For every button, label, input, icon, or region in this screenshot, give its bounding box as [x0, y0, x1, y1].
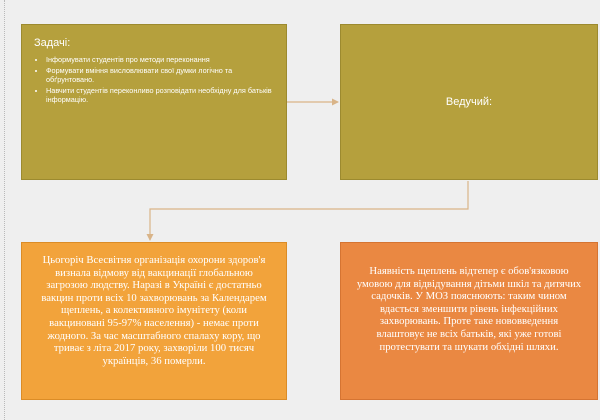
- vaccination-threat-box: [21, 242, 287, 400]
- vaccination-threat-text: Цьогоріч Всесвітня організація охорони здоров'я визнала відмову від вакцинації глобальною загрозою людству. Наразі в Україні є достатньо вакцин проти всіх 10 захворювань за Календарем щеплень, а колективного імунітету (коли вакциновані 95-97% населення) - немає проти жодного. За час масштабного спалаху кору, що триває з літа 2017 року, захворіли 100 тисяч українців, 36 померли.: [41, 254, 267, 367]
- tasks-list: [34, 55, 274, 104]
- arrow-host-to-left: [150, 181, 468, 240]
- arrowhead-host: [332, 99, 339, 106]
- mandatory-vaccination-box: [340, 242, 598, 400]
- tasks-title: Задачі:: [34, 37, 71, 49]
- tasks-box: [21, 24, 287, 180]
- host-title: Ведучий:: [445, 96, 493, 108]
- task-item: • Інформувати студентів про методи переконання: [46, 55, 274, 64]
- task-item: • Формувати вміння висловлювати свої думки логічно та обґрунтовано.: [46, 66, 274, 84]
- task-item: • Навчити студентів переконливо розповідати необхідну для батьків інформацію.: [46, 86, 274, 104]
- arrowhead-left: [147, 234, 154, 241]
- host-box: [340, 24, 598, 180]
- mandatory-vaccination-text: Наявність щеплень відтепер є обов'язковою умовою для відвідування дітьми шкіл та дитячих садочків. У МОЗ пояснюють: таким чином вдасться зменшити рівень інфекційних захворювань. Проте таке нововведення влаштовує не всіх батьків, які уже готові протестувати та шукати обхідні шляхи.: [356, 265, 582, 353]
